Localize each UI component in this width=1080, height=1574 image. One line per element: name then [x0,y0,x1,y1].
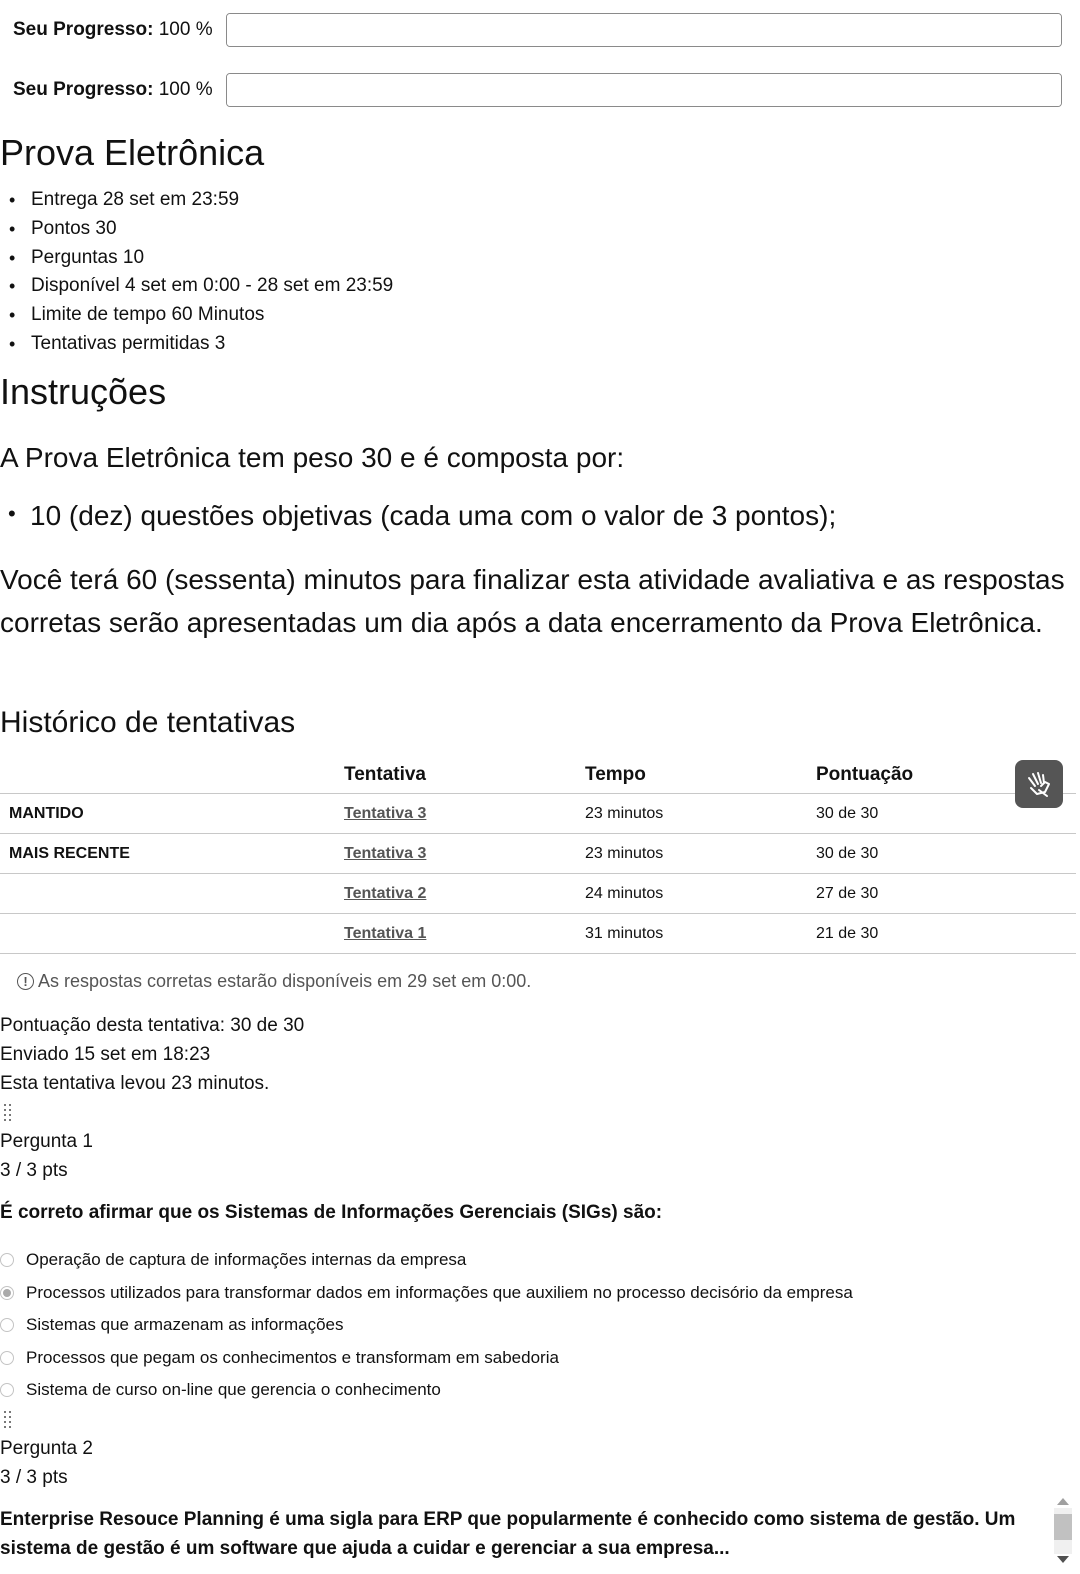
detail-attempts: • Tentativas permitidas 3 [31,330,393,359]
answer-option[interactable] [0,1348,559,1368]
question-points: 3 / 3 pts [0,1467,68,1488]
answer-label: Sistemas que armazenam as informações [26,1315,344,1334]
instructions-bullet: 10 (dez) questões objetivas (cada uma com o valor de 3 pontos); [30,500,837,531]
attempt-link[interactable]: Tentativa 3 [344,844,427,862]
attempts-table [0,756,1076,954]
attempt-status [0,874,344,914]
attempt-score: 21 de 30 [816,914,1076,954]
detail-due: • Entrega 28 set em 23:59 [31,186,393,215]
question-title: Pergunta 2 [0,1438,93,1459]
table-header-row [0,756,1076,794]
drag-handle-icon[interactable] [4,1411,14,1431]
question-text: Enterprise Resouce Planning é uma sigla para ERP que popularmente é conhecido como sistema de gestão. Um sistema de gestão é um software que ajuda a cuidar e gerenciar a sua empresa... [0,1509,1016,1559]
progress-row [0,73,1080,109]
attempt-time: 23 minutos [585,834,816,874]
attempt-status: MAIS RECENTE [0,834,344,874]
attempt-time: 24 minutos [585,874,816,914]
attempt-link[interactable]: Tentativa 3 [344,804,427,822]
progress-bar [226,73,1062,107]
radio-button[interactable] [0,1383,14,1397]
table-row [0,874,1076,914]
instructions-paragraph: Você terá 60 (sessenta) minutos para finalizar esta atividade avaliativa e as respostas corretas serão apresentadas um dia após a data encerramento da Prova Eletrônica. [0,564,1065,638]
answer-option-selected[interactable] [0,1283,853,1303]
instructions-heading: Instruções [0,371,167,412]
detail-questions: • Perguntas 10 [31,244,393,273]
column-header: Tempo [585,756,816,794]
attempt-duration: Esta tentativa levou 23 minutos. [0,1073,270,1094]
detail-points: • Pontos 30 [31,215,393,244]
bullet-dot: • [8,501,16,526]
answer-label: Processos utilizados para transformar dados em informações que auxiliem no processo decisório da empresa [26,1283,853,1302]
exclamation-circle-icon: ! [17,973,34,990]
answer-option[interactable] [0,1380,441,1400]
attempt-score-summary: Pontuação desta tentativa: 30 de 30 [0,1015,305,1036]
history-heading: Histórico de tentativas [0,706,296,739]
detail-time-limit: • Limite de tempo 60 Minutos [31,301,393,330]
attempt-score: 27 de 30 [816,874,1076,914]
attempt-status: MANTIDO [0,794,344,834]
answer-label: Sistema de curso on-line que gerencia o conhecimento [26,1380,441,1399]
question-points: 3 / 3 pts [0,1160,68,1181]
attempt-score: 30 de 30 [816,794,1076,834]
answer-label: Processos que pegam os conhecimentos e transformam em sabedoria [26,1348,559,1367]
radio-button-checked[interactable] [0,1286,14,1300]
progress-fill [227,14,1061,46]
instructions-intro: A Prova Eletrônica tem peso 30 e é composta por: [0,442,625,473]
detail-available: • Disponível 4 set em 0:00 - 28 set em 23:59 [31,272,393,301]
attempt-link[interactable]: Tentativa 1 [344,924,427,942]
attempt-time: 23 minutos [585,794,816,834]
column-header: Pontuação [816,756,1076,794]
progress-bar [226,13,1062,47]
column-header [0,756,344,794]
question-title: Pergunta 1 [0,1131,93,1152]
column-header: Tentativa [344,756,585,794]
scroll-down-icon[interactable] [1057,1556,1069,1563]
progress-label: Seu Progresso: 100 % [13,19,213,40]
table-row [0,834,1076,874]
quiz-details [0,186,393,359]
answers-notice [17,971,531,992]
question-text: É correto afirmar que os Sistemas de Informações Gerenciais (SIGs) são: [0,1202,663,1223]
table-row [0,794,1076,834]
progress-label: Seu Progresso: 100 % [13,79,213,100]
text-scrollbar[interactable] [1052,1494,1074,1568]
progress-row [0,13,1080,49]
scroll-up-icon[interactable] [1057,1498,1069,1505]
attempt-time: 31 minutos [585,914,816,954]
answer-option[interactable] [0,1250,466,1270]
radio-button[interactable] [0,1351,14,1365]
progress-fill [227,74,1061,106]
scroll-thumb[interactable] [1054,1514,1072,1540]
answer-label: Operação de captura de informações internas da empresa [26,1250,467,1269]
attempt-submitted: Enviado 15 set em 18:23 [0,1044,211,1065]
sign-language-button[interactable] [1015,760,1063,808]
attempt-status [0,914,344,954]
quiz-title: Prova Eletrônica [0,132,265,173]
attempt-score: 30 de 30 [816,834,1076,874]
notice-text: As respostas corretas estarão disponíveis em 29 set em 0:00. [38,971,532,991]
radio-button[interactable] [0,1318,14,1332]
radio-button[interactable] [0,1253,14,1267]
sign-language-icon [1023,768,1055,800]
answer-option[interactable] [0,1315,343,1335]
drag-handle-icon[interactable] [4,1104,14,1124]
table-row [0,914,1076,954]
attempt-link[interactable]: Tentativa 2 [344,884,427,902]
